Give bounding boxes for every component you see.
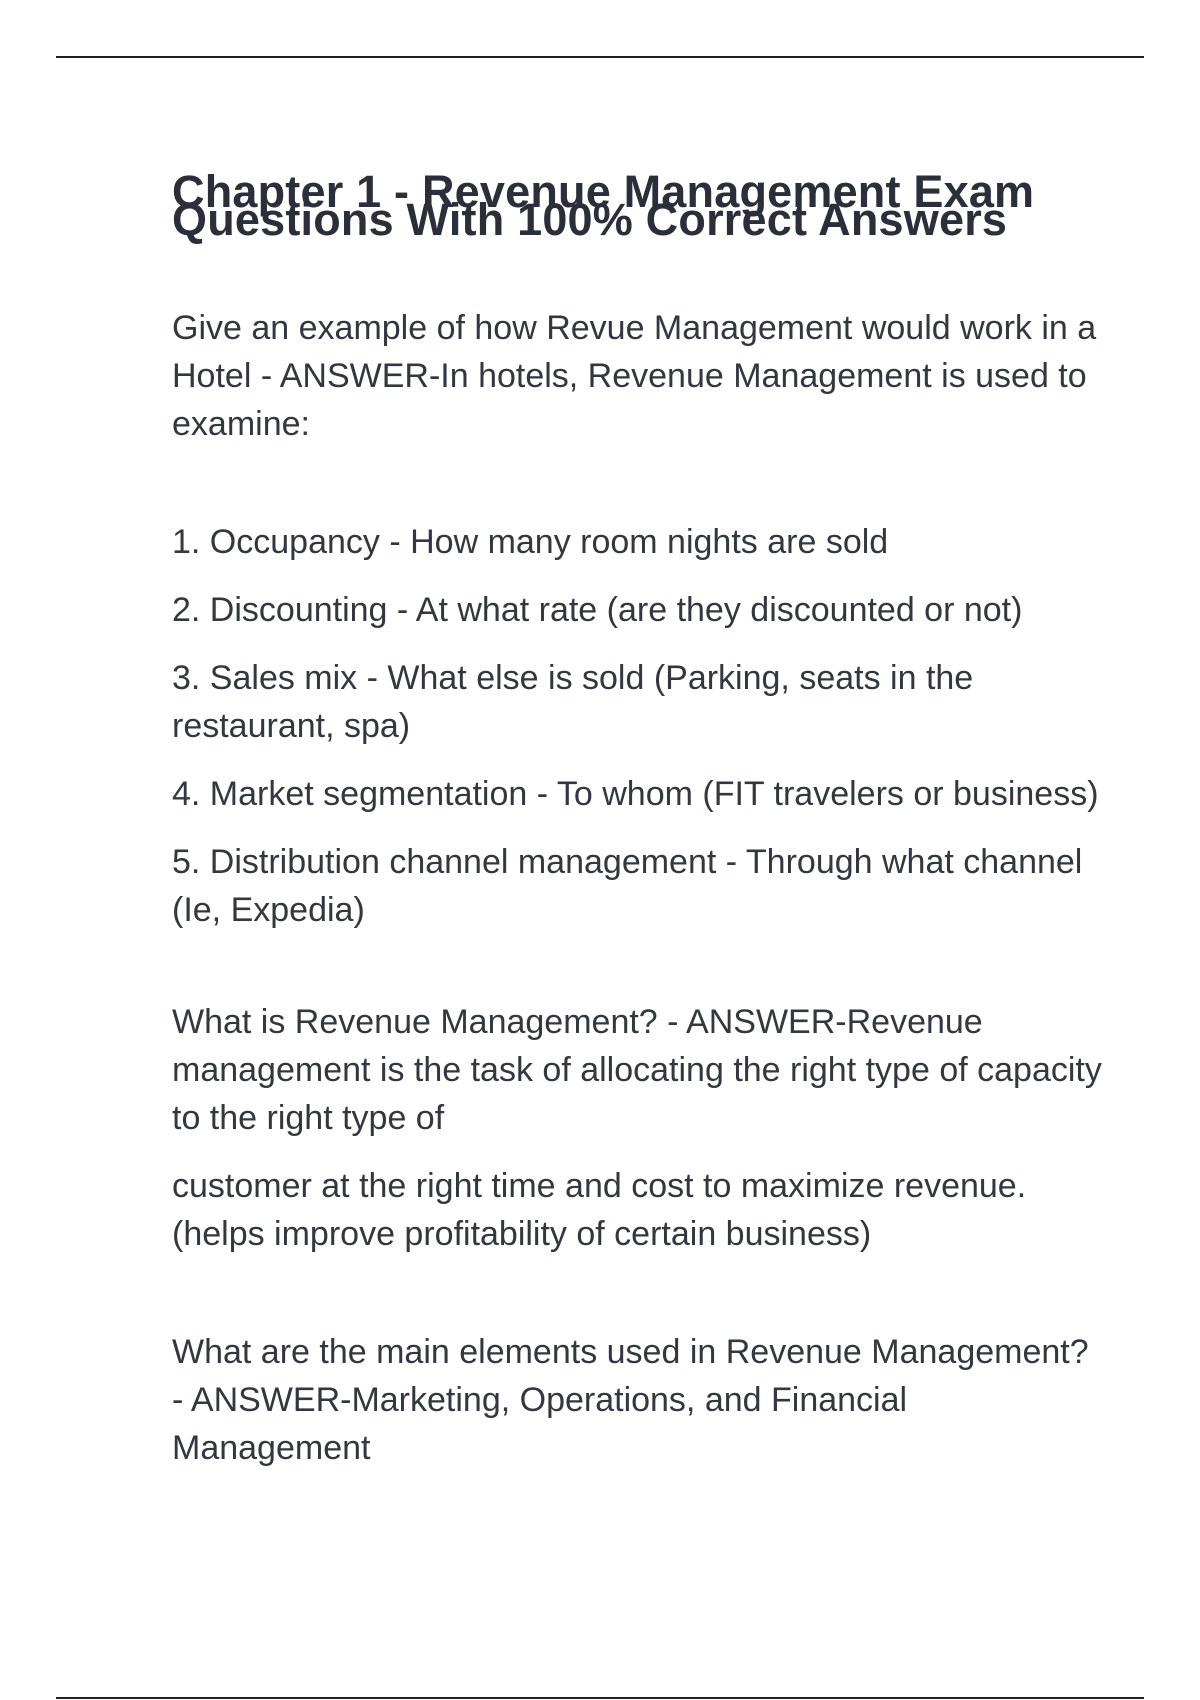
bottom-rule xyxy=(56,1697,1144,1699)
list-item: 2. Discounting - At what rate (are they discounted or not) xyxy=(172,591,1023,629)
list-item: 4. Market segmentation - To whom (FIT travelers or business) xyxy=(172,775,1099,813)
top-rule xyxy=(56,56,1144,58)
list-item: 1. Occupancy - How many room nights are sold xyxy=(172,523,889,561)
question-3: What are the main elements used in Revenue Management? - ANSWER-Marketing, Operations, and Financial Management xyxy=(172,1333,1089,1467)
question-1: Give an example of how Revue Management would work in a Hotel - ANSWER-In hotels, Revenue Management is used to examine: xyxy=(172,309,1097,443)
list-item: 3. Sales mix - What else is sold (Parking, seats in the restaurant, spa) xyxy=(172,659,974,745)
document-body xyxy=(172,166,1102,1472)
question-2-continued: customer at the right time and cost to maximize revenue. (helps improve profitability of certain business) xyxy=(172,1167,1027,1253)
list-item: 5. Distribution channel management - Through what channel (Ie, Expedia) xyxy=(172,843,1083,929)
question-2: What is Revenue Management? - ANSWER-Revenue management is the task of allocating the right type of capacity to the right type of xyxy=(172,1003,1102,1137)
answer-list xyxy=(172,518,1102,934)
document-title: Chapter 1 - Revenue Management Exam Questions With 100% Correct Answers xyxy=(172,166,1035,245)
